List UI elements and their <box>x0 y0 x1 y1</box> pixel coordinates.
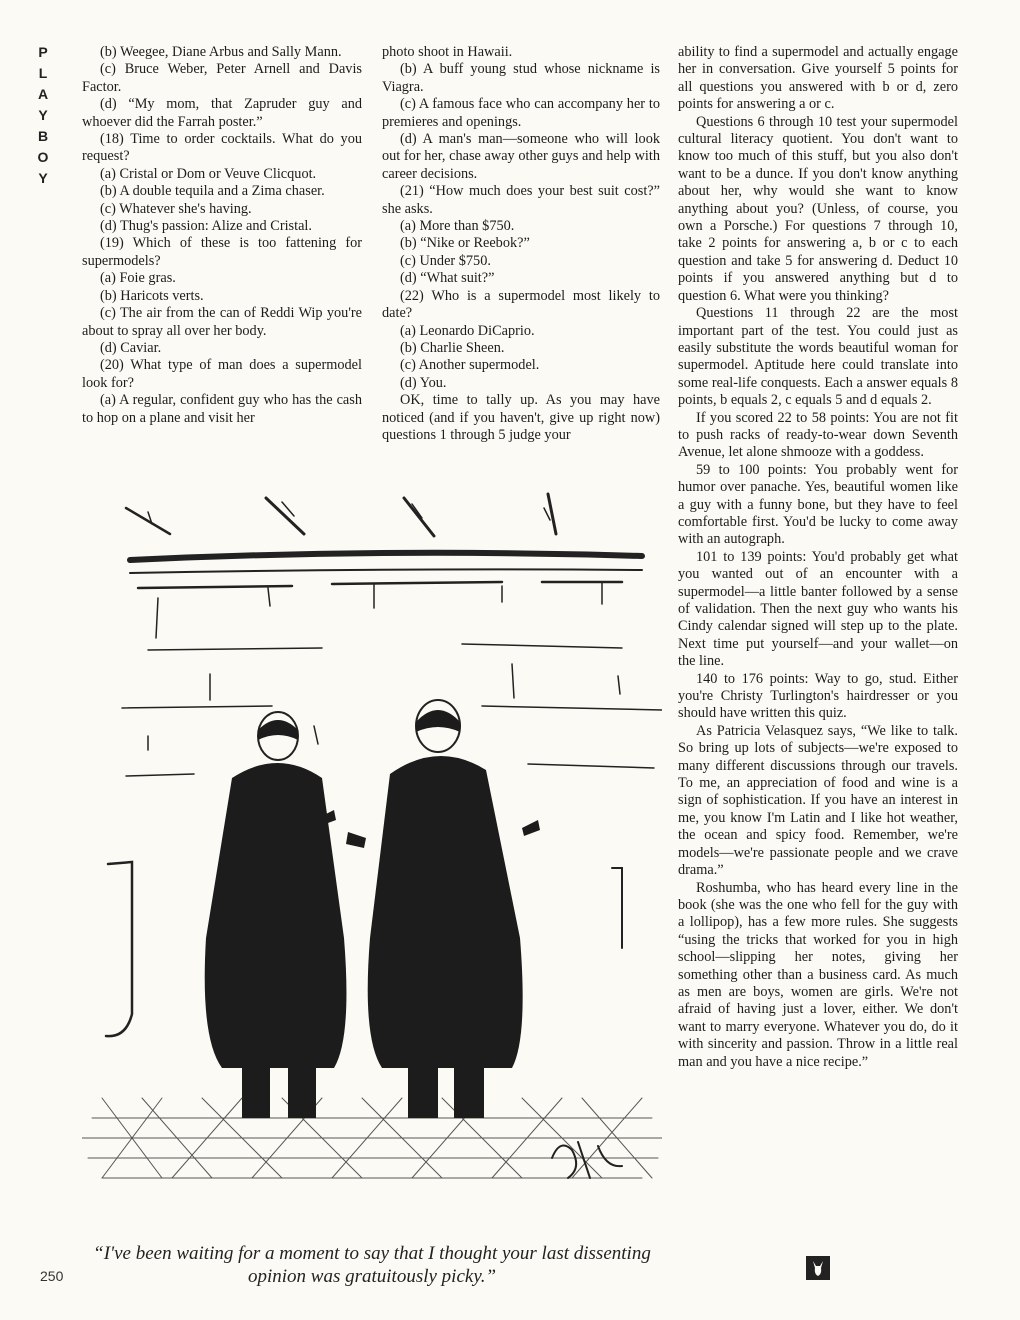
paragraph: Questions 6 through 10 test your supermodel cultural literacy quotient. You don't want to know too much of this stuff, but you also don't want to be a dunce. If you don't know anything about her, why would she want to know anything about you? (Unless, of course, you own a Porsche.) For questions 7 through 10, take 2 points for answering a, b or c to each question and take 5 for answering d. Deduct 10 points if you answered anything but d to question 6. What were you thinking? <box>678 113 958 304</box>
paragraph: 140 to 176 points: Way to go, stud. Either you're Christy Turlington's hairdresser or you should have written this quiz. <box>678 670 958 722</box>
cartoon-caption: “I've been waiting for a moment to say that I thought your last dissenting opinion was gratuitously picky.” <box>93 1243 651 1287</box>
paragraph: (d) A man's man—someone who will look out for her, chase away other guys and help with career decisions. <box>382 131 660 182</box>
paragraph: If you scored 22 to 58 points: You are not fit to push racks of ready-to-wear down Seventh Avenue, let alone shmooze with a goddess. <box>678 409 958 461</box>
paragraph: (b) Haricots verts. <box>100 287 204 304</box>
paragraph: (c) Bruce Weber, Peter Arnell and Davis Factor. <box>82 61 362 95</box>
paragraph: (b) Charlie Sheen. <box>400 339 505 356</box>
paragraph: OK, time to tally up. As you may have noticed (and if you haven't, give up right now) questions 1 through 5 judge your <box>382 392 660 443</box>
paragraph: (b) Weegee, Diane Arbus and Sally Mann. <box>100 44 342 60</box>
paragraph: (d) Caviar. <box>100 339 162 356</box>
paragraph: (a) More than $750. <box>400 218 515 235</box>
paragraph: Roshumba, who has heard every line in the book (she was the one who fell for the guy with a lollipop), has a few more rules. She suggests “using the tricks that worked for you in high school—slipping her notes, giving her something other than a business card. As much as men are boys, women are girls. We're not afraid of having just a lover, either. We don't want to marry everyone. Whatever you do, do it with sincerity and passion. Throw in a little real man and you have a nice recipe.” <box>678 879 958 1070</box>
masthead-letter: B <box>37 128 49 144</box>
paragraph: (d) Thug's passion: Alize and Cristal. <box>100 218 312 235</box>
paragraph: (20) What type of man does a supermodel look for? <box>82 357 362 391</box>
masthead-letter: Y <box>38 170 48 186</box>
cartoon-drawing <box>82 478 662 1218</box>
paragraph: (c) Whatever she's having. <box>100 200 252 217</box>
paragraph: (d) “What suit?” <box>400 270 495 287</box>
paragraph: (c) Under $750. <box>400 252 491 269</box>
paragraph: ability to find a supermodel and actually engage her in conversation. Give yourself 5 points for all questions you answered with b or d, zero points for answering a or c. <box>678 44 958 113</box>
paragraph: (a) Foie gras. <box>100 270 176 287</box>
playboy-masthead <box>32 42 54 189</box>
masthead-letter: Y <box>38 107 48 123</box>
masthead-letter: O <box>37 149 49 165</box>
paragraph: (c) A famous face who can accompany her to premieres and openings. <box>382 96 660 130</box>
masthead-letter: P <box>38 44 48 60</box>
paragraph: (19) Which of these is too fattening for supermodels? <box>82 235 362 269</box>
paragraph: (b) A buff young stud whose nickname is Viagra. <box>382 61 660 95</box>
paragraph: photo shoot in Hawaii. <box>382 44 513 60</box>
paragraph: (c) The air from the can of Reddi Wip you're about to spray all over her body. <box>82 305 362 339</box>
paragraph: (a) Cristal or Dom or Veuve Clicquot. <box>100 165 317 182</box>
paragraph: (b) “Nike or Reebok?” <box>400 235 530 252</box>
paragraph: (b) A double tequila and a Zima chaser. <box>100 183 325 200</box>
masthead-letter: L <box>38 65 48 81</box>
paragraph: (d) You. <box>400 374 447 391</box>
page-number: 250 <box>40 1268 64 1284</box>
paragraph: (18) Time to order cocktails. What do you request? <box>82 131 362 165</box>
article-column-3 <box>678 44 958 1071</box>
paragraph: (d) “My mom, that Zapruder guy and whoever did the Farrah poster.” <box>82 96 362 130</box>
masthead-letter: A <box>37 86 49 102</box>
paragraph: 59 to 100 points: You probably went for humor over panache. Yes, beautiful women like a guy with a funny bone, but they have to feel comfortable first. You'd be lucky to come away with an autograph. <box>678 461 958 548</box>
paragraph: (a) Leonardo DiCaprio. <box>400 322 535 339</box>
paragraph: (c) Another supermodel. <box>400 357 540 374</box>
article-column-1 <box>82 44 362 427</box>
article-column-2 <box>382 44 660 444</box>
rabbit-head-icon <box>806 1256 830 1280</box>
paragraph: (21) “How much does your best suit cost?” she asks. <box>382 183 660 217</box>
paragraph: Questions 11 through 22 are the most important part of the test. You could just as easily substitute the words beautiful woman for supermodel. Aptitude here could translate into some real-life conquests. Each a answer equals 8 points, b equals 2, c equals 5 and d equals 2. <box>678 305 958 409</box>
cartoon-illustration <box>82 478 662 1218</box>
paragraph: (a) A regular, confident guy who has the cash to hop on a plane and visit her <box>82 392 362 426</box>
paragraph: 101 to 139 points: You'd probably get what you wanted out of an encounter with a supermodel—a little banter followed by a sense of validation. Then the next guy who wants his Cindy calendar signed will step up to the plate. Next time put yourself—and your wallet—on the line. <box>678 548 958 670</box>
paragraph: As Patricia Velasquez says, “We like to talk. So bring up lots of subjects—we're exposed to many different discussions through our travels. To me, an appreciation of food and wine is a sign of sophistication. If you have an interest in me, you know I'm Latin and I like hot weather, the ocean and spicy food. Remember, we're models—we're passionate people and we crave drama.” <box>678 722 958 879</box>
paragraph: (22) Who is a supermodel most likely to date? <box>382 287 660 322</box>
